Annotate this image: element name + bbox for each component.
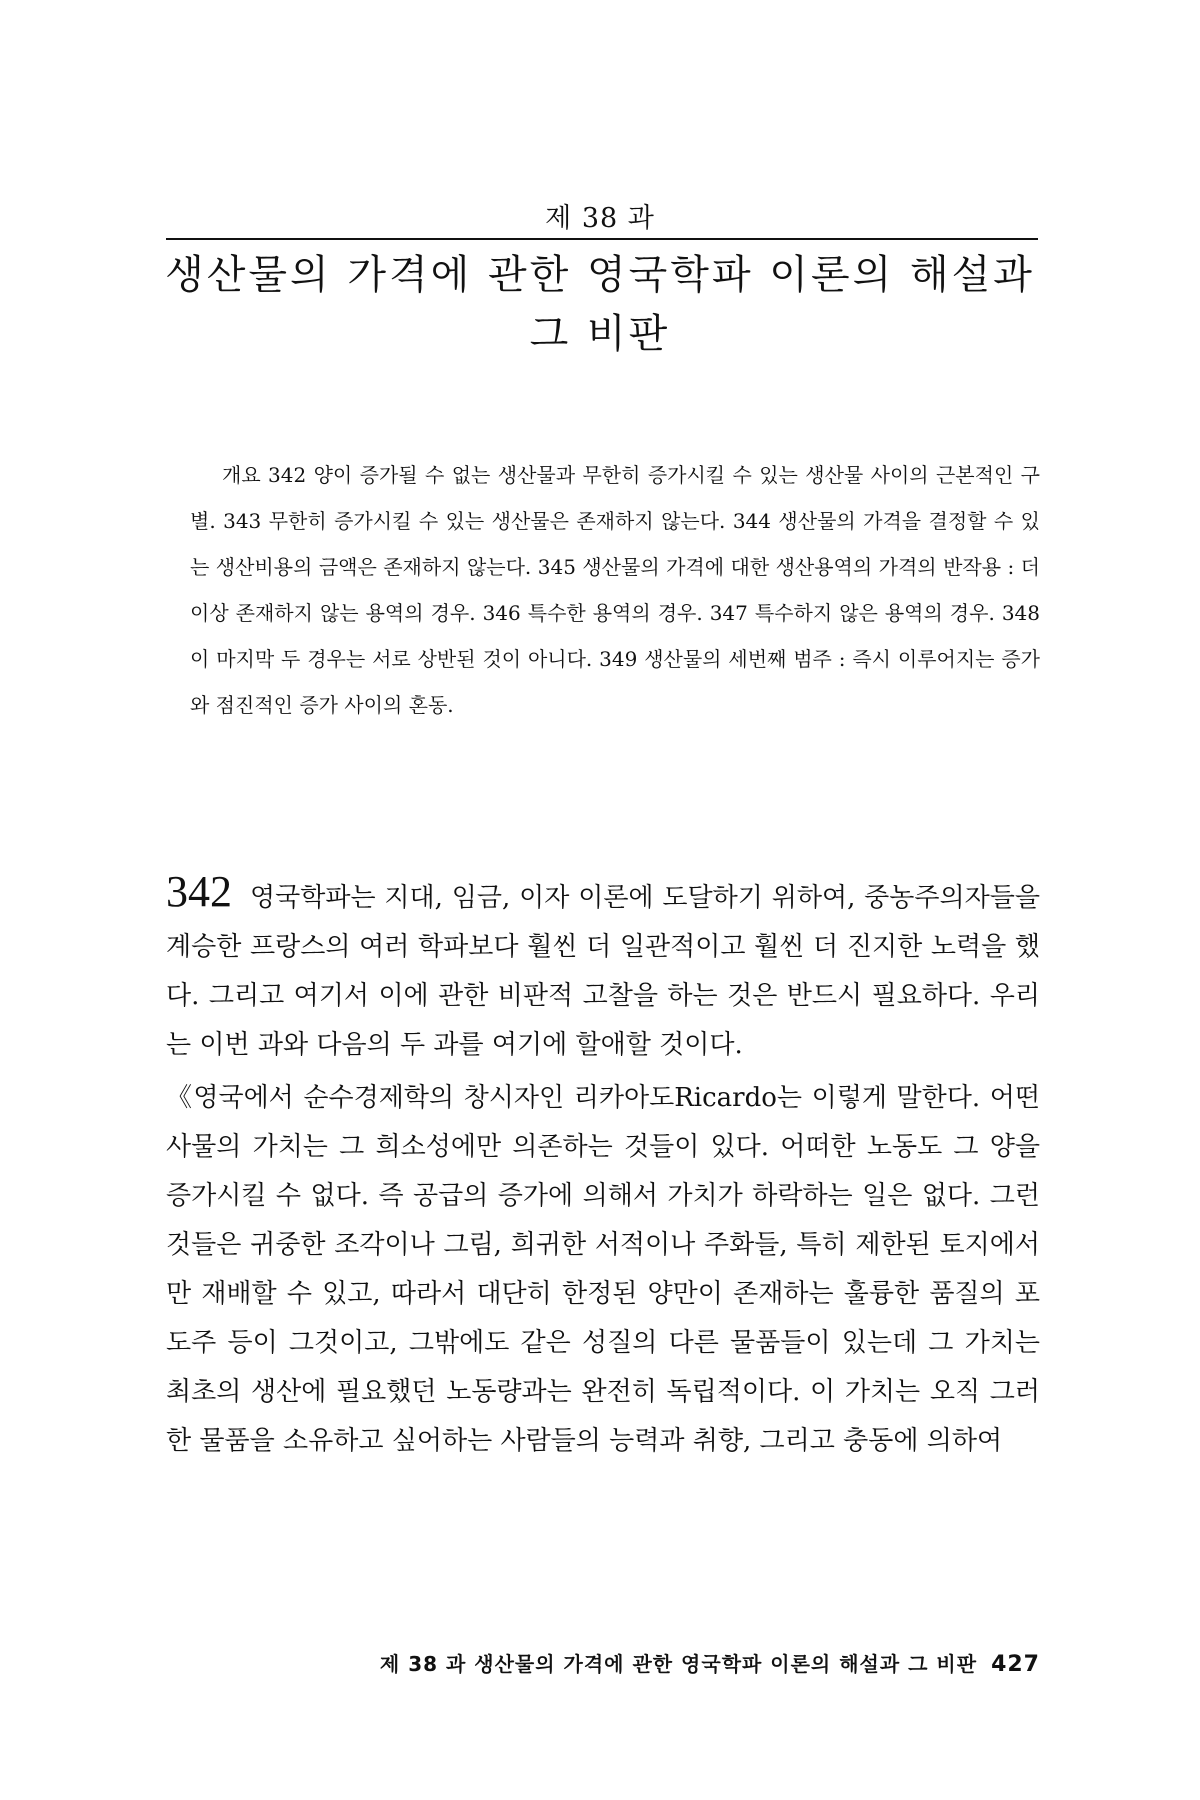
running-head: 제 38 과 생산물의 가격에 관한 영국학파 이론의 해설과 그 비판 [379, 1652, 978, 1676]
body-text [166, 867, 1040, 1466]
paragraph-342 [166, 867, 1040, 1070]
chapter-divider [166, 238, 1038, 240]
chapter-title [160, 246, 1040, 364]
paragraph-ricardo-quote [166, 1074, 1040, 1466]
section-number: 342 [166, 867, 232, 916]
paragraph-text: 영국학파는 지대, 임금, 이자 이론에 도달하기 위하여, 중농주의자들을 계승한 프랑스의 여러 학파보다 훨씬 더 일관적이고 훨씬 더 진지한 노력을 했다. 그리고 여기서 이에 관한 비판적 고찰을 하는 것은 반드시 필요하다. 우리는 이번 과와 다음의 두 과를 여기에 할애할 것이다. [166, 883, 1040, 1060]
summary-text: 개요 342 양이 증가될 수 없는 생산물과 무한히 증가시킬 수 있는 생산물 사이의 근본적인 구별. 343 무한히 증가시킬 수 있는 생산물은 존재하지 않는다. 344 생산물의 가격을 결정할 수 있는 생산비용의 금액은 존재하지 않는다. 345 생산물의 가격에 대한 생산용역의 가격의 반작용 : 더 이상 존재하지 않는 용역의 경우. 346 특수한 용역의 경우. 347 특수하지 않은 용역의 경우. 348 이 마지막 두 경우는 서로 상반된 것이 아니다. 349 생산물의 세번째 범주 : 즉시 이루어지는 증가와 점진적인 증가 사이의 혼동. [190, 463, 1040, 717]
chapter-title-line-2: 그 비판 [529, 311, 671, 357]
chapter-summary [190, 452, 1040, 728]
page-number: 427 [991, 1652, 1040, 1677]
chapter-label: 제 38 과 [545, 203, 655, 234]
paragraph-text: 《영국에서 순수경제학의 창시자인 리카아도Ricardo는 이렇게 말한다. 어떤 사물의 가치는 그 희소성에만 의존하는 것들이 있다. 어떠한 노동도 그 양을 증가시킬 수 없다. 즉 공급의 증가에 의해서 가치가 하락하는 일은 없다. 그런 것들은 귀중한 조각이나 그림, 희귀한 서적이나 주화들, 특히 제한된 토지에서만 재배할 수 있고, 따라서 대단히 한정된 양만이 존재하는 훌륭한 품질의 포도주 등이 그것이고, 그밖에도 같은 성질의 다른 물품들이 있는데 그 가치는 최초의 생산에 필요했던 노동량과는 완전히 독립적이다. 이 가치는 오직 그러한 물품을 소유하고 싶어하는 사람들의 능력과 취향, 그리고 충동에 의하여 [166, 1083, 1040, 1456]
running-footer [166, 1648, 1040, 1677]
chapter-title-line-1: 생산물의 가격에 관한 영국학파 이론의 해설과 [165, 252, 1035, 298]
